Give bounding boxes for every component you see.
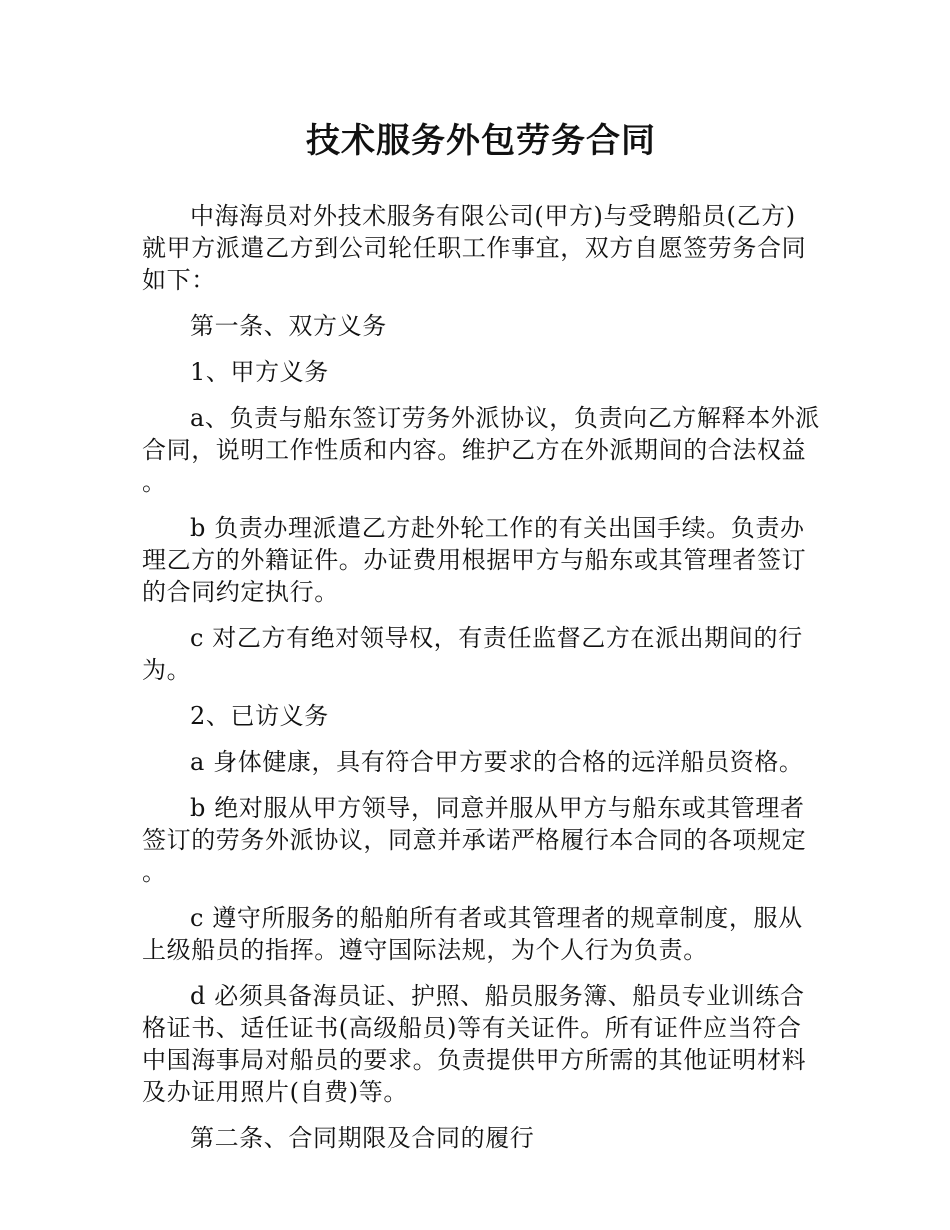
document-title: 技术服务外包劳务合同 (306, 121, 656, 161)
party-b-clause-d: d 必须具备海员证、护照、船员服务簿、船员专业训练合格证书、适任证书(高级船员)等有关证件。所有证件应当符合中国海事局对船员的要求。负责提供甲方所需的其他证明材料及办证用照片(自费)等。 (142, 982, 807, 1106)
party-b-clause-c: c 遵守所服务的船舶所有者或其管理者的规章制度，服从上级船员的指挥。遵守国际法规，为个人行为负责。 (142, 904, 803, 964)
article-1-heading: 第一条、双方义务 (190, 312, 387, 340)
intro-paragraph: 中海海员对外技术服务有限公司(甲方)与受聘船员(乙方)就甲方派遣乙方到公司轮任职工作事宜，双方自愿签劳务合同如下： (142, 202, 807, 294)
article-2-heading: 第二条、合同期限及合同的履行 (190, 1124, 535, 1152)
party-b-clause-b: b 绝对服从甲方领导，同意并服从甲方与船东或其管理者签订的劳务外派协议，同意并承诺严格履行本合同的各项规定。 (142, 794, 807, 886)
party-a-clause-b: b 负责办理派遣乙方赴外轮工作的有关出国手续。负责办理乙方的外籍证件。办证费用根据甲方与船东或其管理者签订的合同约定执行。 (142, 514, 807, 606)
party-a-clause-c: c 对乙方有绝对领导权，有责任监督乙方在派出期间的行为。 (142, 624, 803, 684)
party-b-obligations-heading: 2、已访义务 (190, 702, 329, 730)
party-a-clause-a: a、负责与船东签订劳务外派协议，负责向乙方解释本外派合同，说明工作性质和内容。维护乙方在外派期间的合法权益。 (142, 404, 820, 496)
party-a-obligations-heading: 1、甲方义务 (190, 358, 329, 386)
party-b-clause-a: a 身体健康，具有符合甲方要求的合格的远洋船员资格。 (190, 748, 804, 776)
